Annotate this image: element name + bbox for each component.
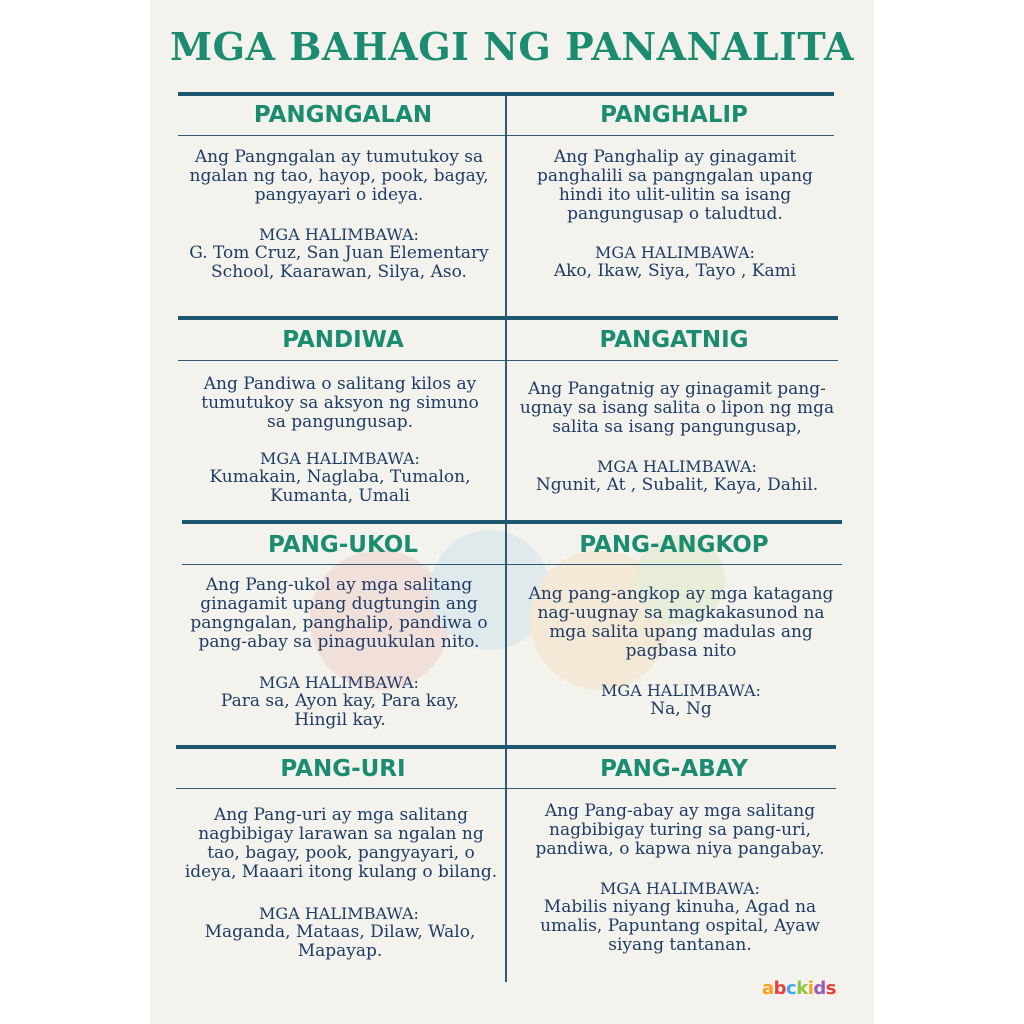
pang-uri-description: Ang Pang-uri ay mga salitang nagbibigay larawan sa ngalan ng tao, bagay, pook, pangyayari, o ideya, Maaari itong kulang o bilang. bbox=[184, 805, 498, 882]
pang-angkop-examples: Na, Ng bbox=[650, 699, 712, 719]
pandiwa-examples: Kumakain, Naglaba, Tumalon, Kumanta, Umali bbox=[209, 467, 471, 506]
row-rule-3 bbox=[182, 520, 842, 524]
pangngalan-examples-label: MGA HALIMBAWA: bbox=[259, 225, 419, 244]
pang-uri-examples: Maganda, Mataas, Dilaw, Walo, Mapayap. bbox=[204, 922, 476, 961]
pangatnig-description: Ang Pangatnig ay ginagamit pang-ugnay sa isang salita o lipon ng mga salita sa isang pangungusap, bbox=[519, 379, 835, 437]
pandiwa-description: Ang Pandiwa o salitang kilos ay tumutukoy sa aksyon ng simuno sa pangungusap. bbox=[201, 374, 479, 432]
heading-pang-ukol: PANG-UKOL bbox=[268, 532, 418, 558]
pang-ukol-examples-label: MGA HALIMBAWA: bbox=[259, 673, 419, 692]
logo-letter: k bbox=[796, 978, 808, 999]
pang-ukol-examples: Para sa, Ayon kay, Para kay, Hingil kay. bbox=[220, 691, 460, 730]
pandiwa-examples-label: MGA HALIMBAWA: bbox=[260, 449, 420, 468]
heading-rule-1 bbox=[178, 135, 834, 136]
page-title: MGA BAHAGI NG PANANALITA bbox=[170, 24, 854, 69]
heading-panghalip: PANGHALIP bbox=[600, 102, 748, 128]
pang-abay-examples: Mabilis niyang kinuha, Agad na umalis, Papuntang ospital, Ayaw siyang tantanan. bbox=[540, 897, 820, 955]
logo-letter: a bbox=[762, 978, 774, 999]
logo-letter: i bbox=[807, 978, 814, 999]
pang-abay-description: Ang Pang-abay ay mga salitang nagbibigay turing sa pang-uri, pandiwa, o kapwa niya pangabay. bbox=[535, 801, 825, 859]
pangngalan-examples: G. Tom Cruz, San Juan Elementary School, Kaarawan, Silya, Aso. bbox=[189, 243, 489, 282]
heading-rule-4 bbox=[176, 788, 836, 789]
row-rule-1 bbox=[178, 92, 834, 96]
heading-pang-angkop: PANG-ANGKOP bbox=[579, 532, 769, 558]
pang-abay-examples-label: MGA HALIMBAWA: bbox=[600, 879, 760, 898]
heading-pang-abay: PANG-ABAY bbox=[600, 756, 748, 782]
heading-pangatnig: PANGATNIG bbox=[599, 327, 749, 353]
pang-uri-examples-label: MGA HALIMBAWA: bbox=[259, 904, 419, 923]
row-rule-2 bbox=[178, 316, 838, 320]
row-rule-4 bbox=[176, 745, 836, 749]
logo-letter: s bbox=[825, 978, 836, 999]
heading-rule-3 bbox=[182, 564, 842, 565]
heading-pangngalan: PANGNGALAN bbox=[253, 102, 433, 128]
logo-letter: b bbox=[773, 978, 787, 999]
pangatnig-examples-label: MGA HALIMBAWA: bbox=[597, 457, 757, 476]
pang-angkop-description: Ang pang-angkop ay mga katagang nag-uugnay sa magkakasunod na mga salita upang madulas ang pagbasa nito bbox=[528, 584, 834, 661]
heading-rule-2 bbox=[178, 360, 838, 361]
logo-letter: d bbox=[813, 978, 826, 999]
heading-pang-uri: PANG-URI bbox=[280, 756, 406, 782]
pang-angkop-examples-label: MGA HALIMBAWA: bbox=[601, 681, 761, 700]
pangatnig-examples: Ngunit, At , Subalit, Kaya, Dahil. bbox=[535, 475, 819, 495]
panghalip-examples-label: MGA HALIMBAWA: bbox=[595, 243, 755, 262]
pang-ukol-description: Ang Pang-ukol ay mga salitang ginagamit upang dugtungin ang pangngalan, panghalip, pandiwa o pang-abay sa pinaguukulan nito. bbox=[190, 575, 488, 652]
pangngalan-description: Ang Pangngalan ay tumutukoy sa ngalan ng tao, hayop, pook, bagay, pangyayari o ideya. bbox=[189, 147, 489, 205]
heading-pandiwa: PANDIWA bbox=[282, 327, 404, 353]
brand-logo bbox=[762, 978, 836, 999]
poster bbox=[150, 0, 874, 1024]
panghalip-description: Ang Panghalip ay ginagamit panghalili sa pangngalan upang hindi ito ulit-ulitin sa isang pangungusap o taludtud. bbox=[537, 147, 813, 224]
panghalip-examples: Ako, Ikaw, Siya, Tayo , Kami bbox=[553, 261, 797, 281]
logo-letter: c bbox=[786, 978, 797, 999]
